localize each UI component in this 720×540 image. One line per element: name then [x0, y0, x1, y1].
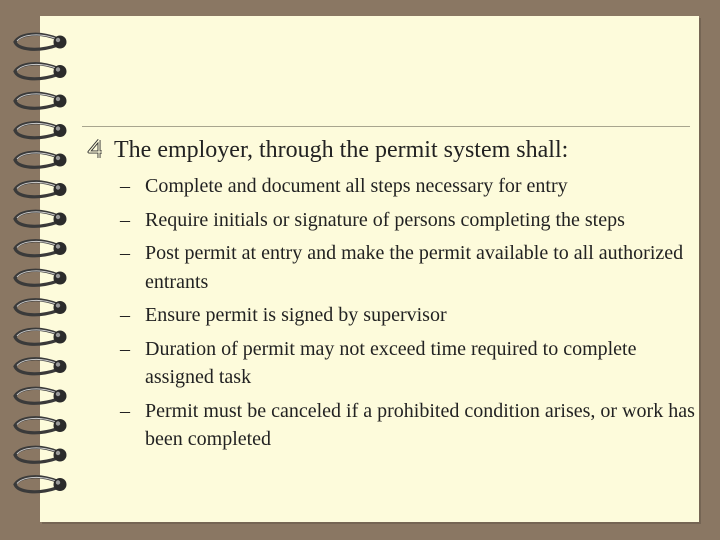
binding-ring: [15, 93, 67, 108]
dash-bullet: –: [120, 399, 130, 422]
list-item-text: Complete and document all steps necessary for entry: [145, 175, 568, 197]
binding-ring: [15, 477, 67, 492]
list-item-text: Post permit at entry and make the permit available to all authorized entrants: [145, 242, 684, 293]
binding-ring: [15, 359, 67, 374]
dash-bullet: –: [120, 242, 130, 264]
binding-ring: [15, 211, 67, 226]
binding-ring: [15, 241, 67, 256]
binding-ring: [15, 64, 67, 79]
binding-ring: [15, 182, 67, 197]
dash-bullet: –: [120, 175, 130, 197]
list-item-text: Require initials or signature of persons completing the steps: [145, 208, 625, 231]
binding-ring: [15, 447, 67, 462]
list-item: [118, 239, 698, 296]
four-bullet-icon: [86, 138, 106, 160]
binding-ring: [15, 300, 67, 315]
slide-heading-text: The employer, through the permit system shall:: [114, 137, 569, 163]
binding-ring: [15, 152, 67, 167]
binding-ring: [15, 123, 67, 138]
binding-ring: [15, 329, 67, 344]
divider-rule: [82, 126, 690, 127]
list-item-text: Duration of permit may not exceed time required to complete assigned task: [145, 337, 637, 388]
list-item: [118, 335, 698, 392]
dash-bullet: –: [120, 304, 130, 326]
list-item: [118, 301, 698, 330]
spiral-binding-icon: [0, 0, 80, 540]
list-item-text: Ensure permit is signed by supervisor: [145, 304, 447, 326]
list-item-text: Permit must be canceled if a prohibited condition arises, or work has been completed: [145, 399, 695, 450]
binding-ring: [15, 388, 67, 403]
dash-bullet: –: [120, 337, 130, 360]
binding-ring: [15, 270, 67, 285]
list-item: [118, 172, 698, 201]
slide-heading: [86, 136, 696, 164]
list-item: [118, 206, 698, 235]
dash-bullet: –: [120, 208, 130, 231]
sub-bullet-list: [118, 172, 698, 459]
binding-ring: [15, 34, 67, 49]
list-item: [118, 397, 698, 454]
binding-ring: [15, 418, 67, 433]
